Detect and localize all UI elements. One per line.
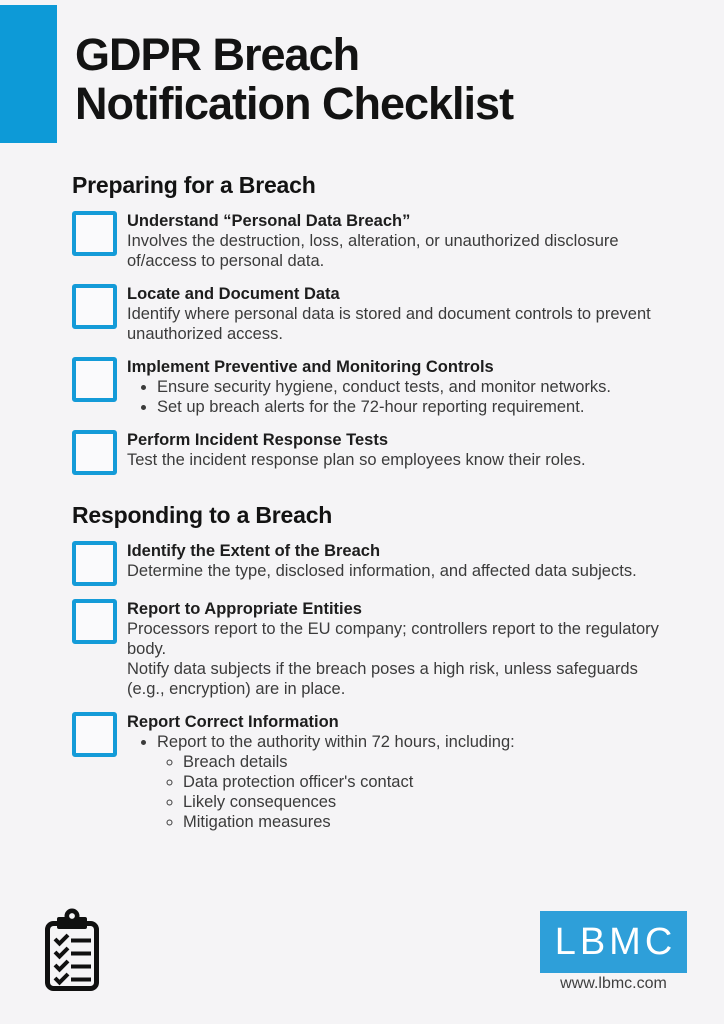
item-checkbox[interactable] [72,211,117,256]
item-checkbox[interactable] [72,430,117,475]
lbmc-logo-text: LBMC [554,921,677,963]
item-description: Test the incident response plan so employees know their roles. [127,451,586,469]
checklist-item [72,712,662,832]
sub-bullet-item: ◦ Likely consequences [183,792,662,812]
sub-bullet-item: ◦ Data protection officer's contact [183,772,662,792]
checklist-item [72,430,662,475]
item-title: Locate and Document Data [127,285,340,303]
item-body [127,599,662,699]
checklist-item [72,211,662,271]
item-description: Notify data subjects if the breach poses a high risk, unless safeguards (e.g., encryption) are in place. [127,660,638,698]
bullet-list [127,377,662,417]
item-body [127,712,662,832]
checklist-item [72,599,662,699]
item-body [127,430,662,470]
item-body [127,541,662,581]
checklist-item [72,541,662,586]
sub-bullet-item: ◦ Mitigation measures [183,812,662,832]
header-accent-bar [0,5,57,143]
item-checkbox[interactable] [72,712,117,757]
item-checkbox[interactable] [72,599,117,644]
item-title: Understand “Personal Data Breach” [127,212,411,230]
sub-bullet-list [157,752,662,832]
item-body [127,211,662,271]
bullet-item: • Report to the authority within 72 hours, including: ◦ Breach details ◦ Data protection officer's contact ◦ Likely consequences ◦ Mitigation measures [157,732,662,832]
item-body [127,284,662,344]
item-description: Determine the type, disclosed information, and affected data subjects. [127,562,637,580]
item-title: Report Correct Information [127,713,339,731]
bullet-item: • Set up breach alerts for the 72-hour reporting requirement. [157,397,662,417]
item-title: Perform Incident Response Tests [127,431,389,449]
item-checkbox[interactable] [72,541,117,586]
item-description: Involves the destruction, loss, alteration, or unauthorized disclosure of/access to personal data. [127,232,619,270]
bullet-item: • Ensure security hygiene, conduct tests, and monitor networks. [157,377,662,397]
item-description: Processors report to the EU company; controllers report to the regulatory body. [127,620,659,658]
section-heading: Responding to a Breach [72,502,333,528]
item-title: Identify the Extent of the Breach [127,542,381,560]
section-heading: Preparing for a Breach [72,172,316,198]
item-checkbox[interactable] [72,284,117,329]
bullet-list [127,732,662,832]
sub-bullet-item: ◦ Breach details [183,752,662,772]
website-url: www.lbmc.com [560,975,667,992]
item-description: Identify where personal data is stored and document controls to prevent unauthorized access. [127,305,651,343]
clipboard-checklist-icon [43,907,101,993]
page-title [75,30,513,128]
page-title-line1: GDPR Breach [75,29,360,80]
checklist-item [72,357,662,417]
item-checkbox[interactable] [72,357,117,402]
checklist [72,172,662,845]
lbmc-logo [540,911,687,973]
checklist-item [72,284,662,344]
item-title: Report to Appropriate Entities [127,600,362,618]
item-title: Implement Preventive and Monitoring Controls [127,358,494,376]
item-body [127,357,662,417]
page-title-line2: Notification Checklist [75,78,514,129]
